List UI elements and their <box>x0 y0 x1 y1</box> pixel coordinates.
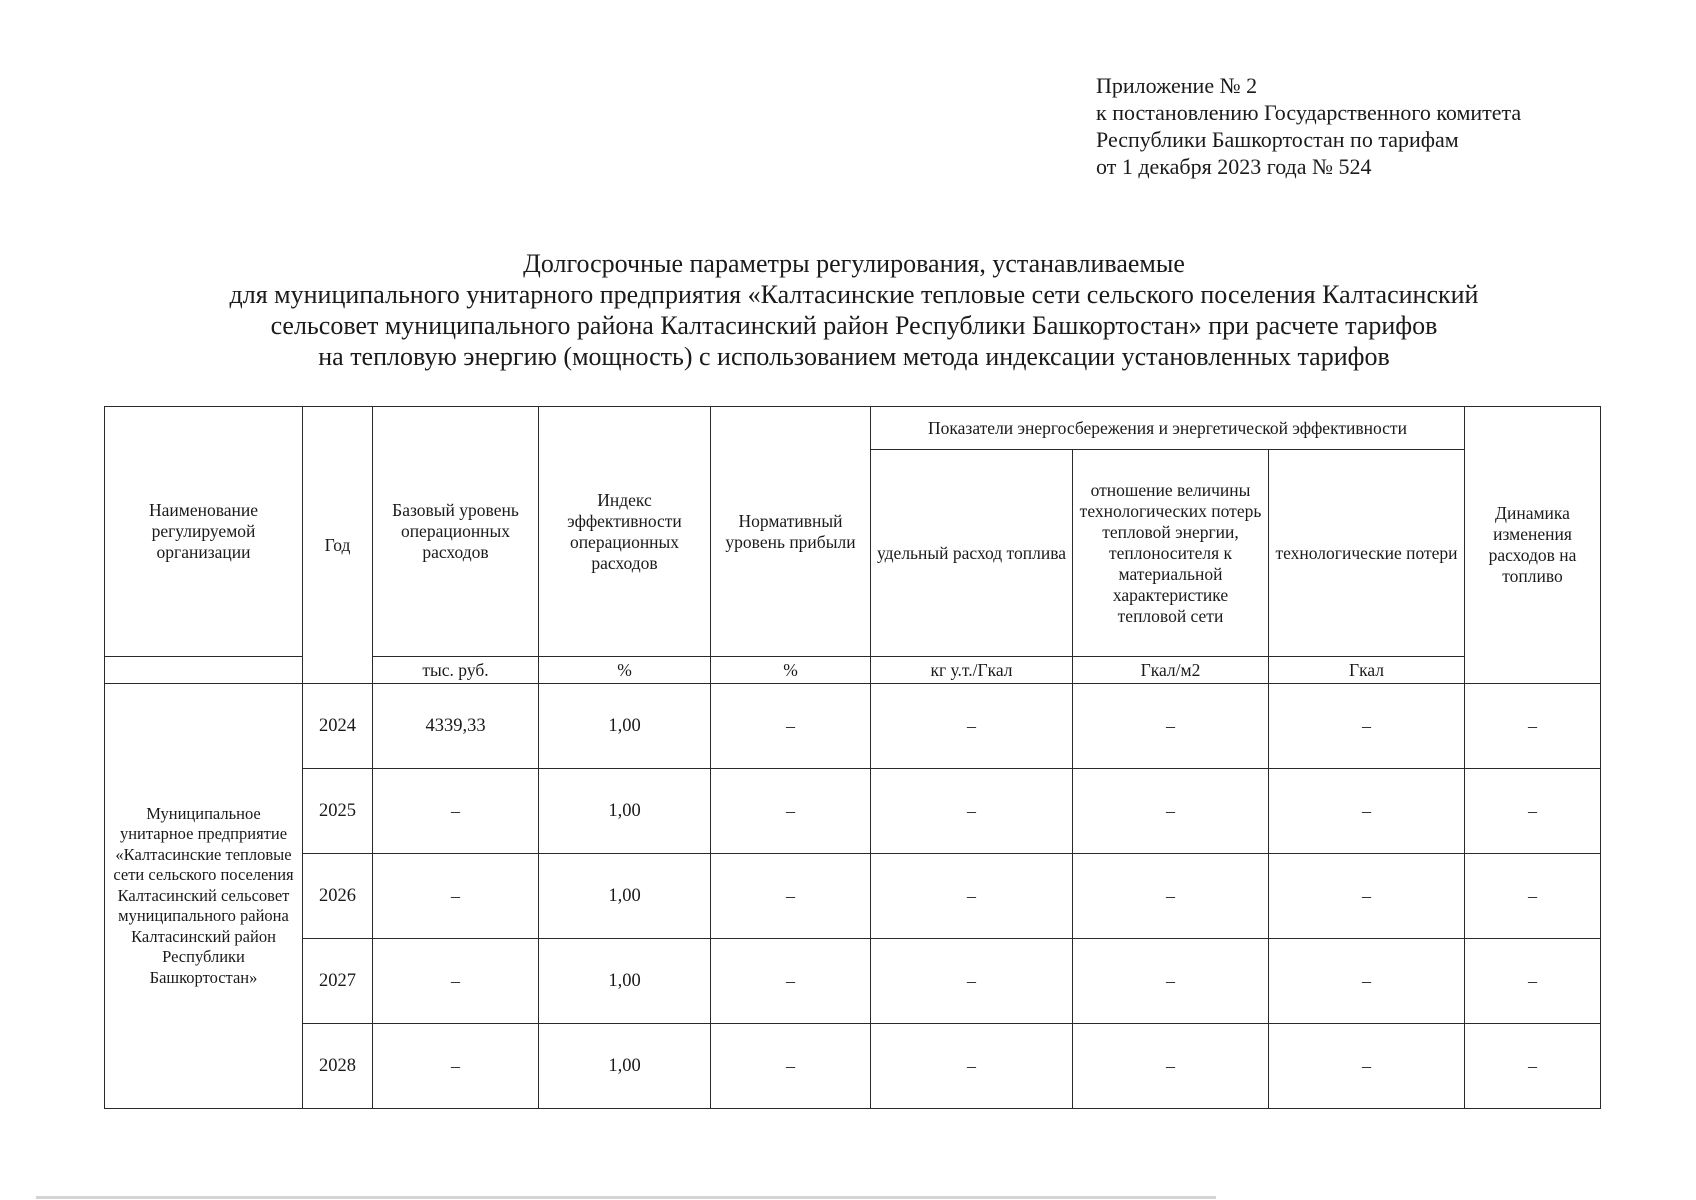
header-loss-ratio: отношение величины технологических потерь тепловой энергии, теплоносителя к материальной характеристике тепловой сети <box>1073 450 1269 657</box>
cell-base: 4339,33 <box>373 684 539 769</box>
appendix-line: от 1 декабря 2023 года № 524 <box>1096 154 1372 179</box>
cell-base: – <box>373 939 539 1024</box>
scan-artifact-line <box>36 1196 1216 1199</box>
cell-index: 1,00 <box>539 939 711 1024</box>
cell-dynamics: – <box>1465 939 1601 1024</box>
cell-losses: – <box>1269 1024 1465 1109</box>
header-base-level: Базовый уровень операционных расходов <box>373 407 539 657</box>
appendix-line: Республики Башкортостан по тарифам <box>1096 127 1459 152</box>
cell-profit: – <box>711 684 871 769</box>
cell-profit: – <box>711 1024 871 1109</box>
cell-fuel: – <box>871 939 1073 1024</box>
unit-profit: % <box>711 657 871 684</box>
cell-profit: – <box>711 939 871 1024</box>
cell-dynamics: – <box>1465 854 1601 939</box>
cell-losses: – <box>1269 854 1465 939</box>
unit-losses: Гкал <box>1269 657 1465 684</box>
cell-losses: – <box>1269 684 1465 769</box>
cell-fuel: – <box>871 1024 1073 1109</box>
unit-ratio: Гкал/м2 <box>1073 657 1269 684</box>
title-line: сельсовет муниципального района Калтасинский район Республики Башкортостан» при расчете тарифов <box>270 311 1438 340</box>
cell-ratio: – <box>1073 1024 1269 1109</box>
header-year: Год <box>303 407 373 684</box>
cell-base: – <box>373 769 539 854</box>
table-row <box>105 684 1601 769</box>
cell-year: 2025 <box>303 769 373 854</box>
table-row <box>105 939 1601 1024</box>
cell-fuel: – <box>871 854 1073 939</box>
cell-profit: – <box>711 854 871 939</box>
header-tech-losses: технологические потери <box>1269 450 1465 657</box>
cell-base: – <box>373 854 539 939</box>
cell-base: – <box>373 1024 539 1109</box>
header-profit-level: Нормативный уровень прибыли <box>711 407 871 657</box>
appendix-reference <box>1096 72 1521 180</box>
cell-losses: – <box>1269 939 1465 1024</box>
cell-year: 2024 <box>303 684 373 769</box>
cell-ratio: – <box>1073 854 1269 939</box>
cell-ratio: – <box>1073 684 1269 769</box>
cell-year: 2028 <box>303 1024 373 1109</box>
header-efficiency-index: Индекс эффективности операционных расходов <box>539 407 711 657</box>
unit-empty <box>105 657 303 684</box>
table-row <box>105 1024 1601 1109</box>
cell-dynamics: – <box>1465 684 1601 769</box>
parameters-table <box>104 406 1601 1109</box>
appendix-line: к постановлению Государственного комитета <box>1096 100 1522 125</box>
header-fuel-consumption: удельный расход топлива <box>871 450 1073 657</box>
cell-fuel: – <box>871 684 1073 769</box>
cell-dynamics: – <box>1465 1024 1601 1109</box>
cell-losses: – <box>1269 769 1465 854</box>
unit-fuel: кг у.т./Гкал <box>871 657 1073 684</box>
cell-index: 1,00 <box>539 854 711 939</box>
cell-index: 1,00 <box>539 684 711 769</box>
title-line: Долгосрочные параметры регулирования, устанавливаемые <box>523 249 1185 278</box>
table-row <box>105 854 1601 939</box>
header-fuel-dynamics: Динамика изменения расходов на топливо <box>1465 407 1601 684</box>
cell-dynamics: – <box>1465 769 1601 854</box>
header-energy-group: Показатели энергосбережения и энергетической эффективности <box>871 407 1465 450</box>
header-org: Наименование регулируемой организации <box>105 407 303 657</box>
cell-year: 2027 <box>303 939 373 1024</box>
organization-name: Муниципальное унитарное предприятие «Калтасинские тепловые сети сельского поселения Калтасинский сельсовет муниципального района Калтасинский район Республики Башкортостан» <box>105 684 303 1109</box>
cell-ratio: – <box>1073 769 1269 854</box>
cell-ratio: – <box>1073 939 1269 1024</box>
cell-fuel: – <box>871 769 1073 854</box>
appendix-line: Приложение № 2 <box>1096 73 1258 98</box>
cell-index: 1,00 <box>539 769 711 854</box>
title-line: для муниципального унитарного предприятия «Калтасинские тепловые сети сельского поселения Калтасинский <box>229 280 1479 309</box>
unit-index: % <box>539 657 711 684</box>
header-row <box>105 407 1601 450</box>
title-line: на тепловую энергию (мощность) с использованием метода индексации установленных тарифов <box>318 342 1390 371</box>
unit-base: тыс. руб. <box>373 657 539 684</box>
cell-profit: – <box>711 769 871 854</box>
document-title <box>100 248 1608 372</box>
table-row <box>105 769 1601 854</box>
cell-year: 2026 <box>303 854 373 939</box>
cell-index: 1,00 <box>539 1024 711 1109</box>
